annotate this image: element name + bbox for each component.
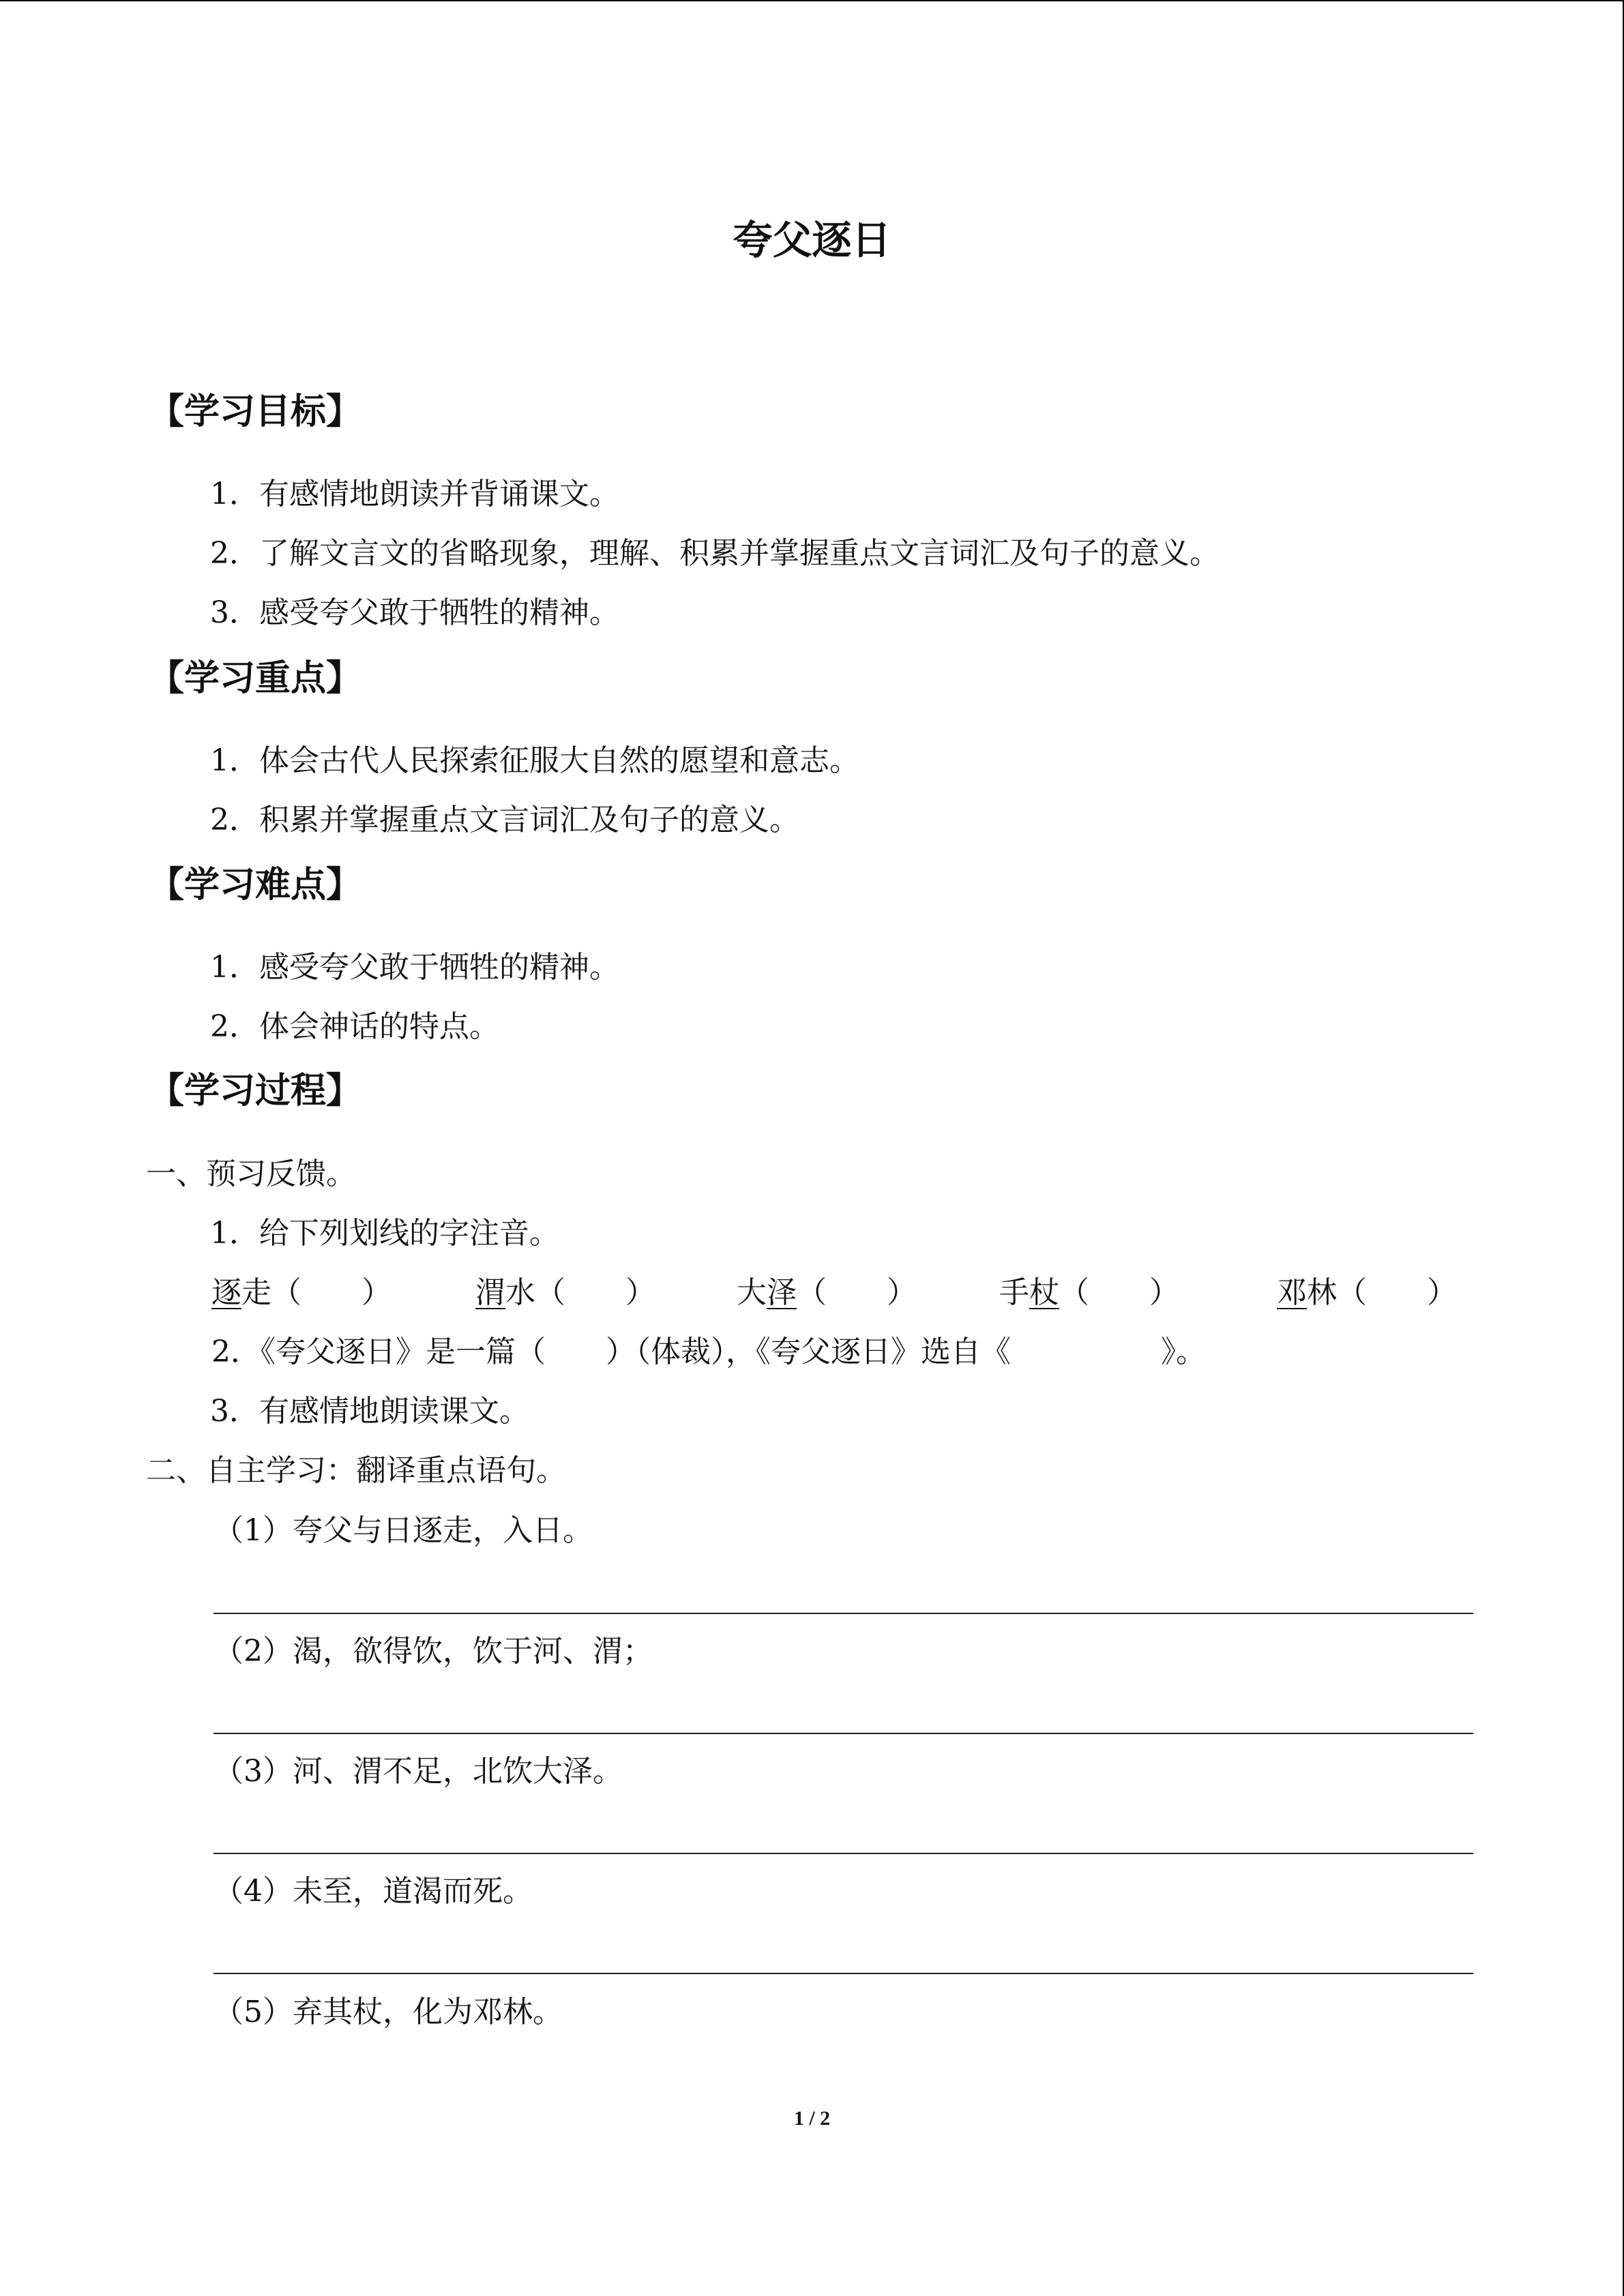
answer-line-3 [213, 1853, 1473, 1854]
answer-line-2 [213, 1733, 1473, 1734]
pinyin-item-5: 邓林（ ） [1277, 1275, 1457, 1310]
answer-line-4 [213, 1973, 1473, 1974]
underlined-char: 邓 [1277, 1275, 1307, 1310]
difficulty-item-2: 2．体会神话的特点。 [210, 1009, 499, 1044]
page-number: 1 / 2 [793, 2107, 831, 2130]
heading-difficulty: 【学习难点】 [149, 865, 362, 906]
preview-question-1: 1．给下列划线的字注音。 [210, 1216, 559, 1251]
underlined-char: 渭 [475, 1275, 505, 1310]
page-border-top [0, 0, 1624, 1]
goal-item-1: 1．有感情地朗读并背诵课文。 [210, 477, 619, 511]
focus-item-2: 2．积累并掌握重点文言词汇及句子的意义。 [210, 803, 799, 837]
heading-process: 【学习过程】 [149, 1071, 362, 1112]
translate-sentence-4: （4）未至，道渴而死。 [213, 1874, 533, 1909]
translate-sentence-2: （2）渴，欲得饮，饮于河、渭； [213, 1634, 653, 1669]
pinyin-item-3: 大泽（ ） [737, 1275, 917, 1310]
difficulty-item-1: 1．感受夸父敢于牺牲的精神。 [210, 950, 619, 985]
heading-focus: 【学习重点】 [149, 658, 362, 699]
underlined-char: 逐 [211, 1275, 241, 1310]
section-preview-title: 一、预习反馈。 [146, 1157, 356, 1191]
underlined-char: 泽 [767, 1275, 797, 1310]
pinyin-item-4: 手杖（ ） [999, 1275, 1179, 1310]
preview-question-3: 3．有感情地朗读课文。 [210, 1394, 529, 1429]
goal-item-3: 3．感受夸父敢于牺牲的精神。 [210, 595, 619, 630]
translate-sentence-3: （3）河、渭不足，北饮大泽。 [213, 1754, 623, 1789]
focus-item-1: 1．体会古代人民探索征服大自然的愿望和意志。 [210, 743, 859, 778]
translate-sentence-1: （1）夸父与日逐走，入日。 [213, 1513, 593, 1548]
document-title: 夸父逐日 [733, 217, 891, 263]
preview-question-2: 2．《夸父逐日》是一篇（ ）（体裁），《夸父逐日》选自《 》。 [211, 1335, 1206, 1369]
pinyin-item-2: 渭水（ ） [475, 1275, 655, 1310]
pinyin-item-1: 逐走（ ） [211, 1275, 392, 1310]
goal-item-2: 2．了解文言文的省略现象，理解、积累并掌握重点文言词汇及句子的意义。 [210, 536, 1220, 571]
translate-sentence-5: （5）弃其杖，化为邓林。 [213, 1995, 563, 2029]
answer-line-1 [213, 1613, 1473, 1614]
section-self-study-title: 二、自主学习：翻译重点语句。 [146, 1453, 566, 1488]
heading-goals: 【学习目标】 [149, 391, 362, 432]
underlined-char: 杖 [1029, 1275, 1059, 1310]
